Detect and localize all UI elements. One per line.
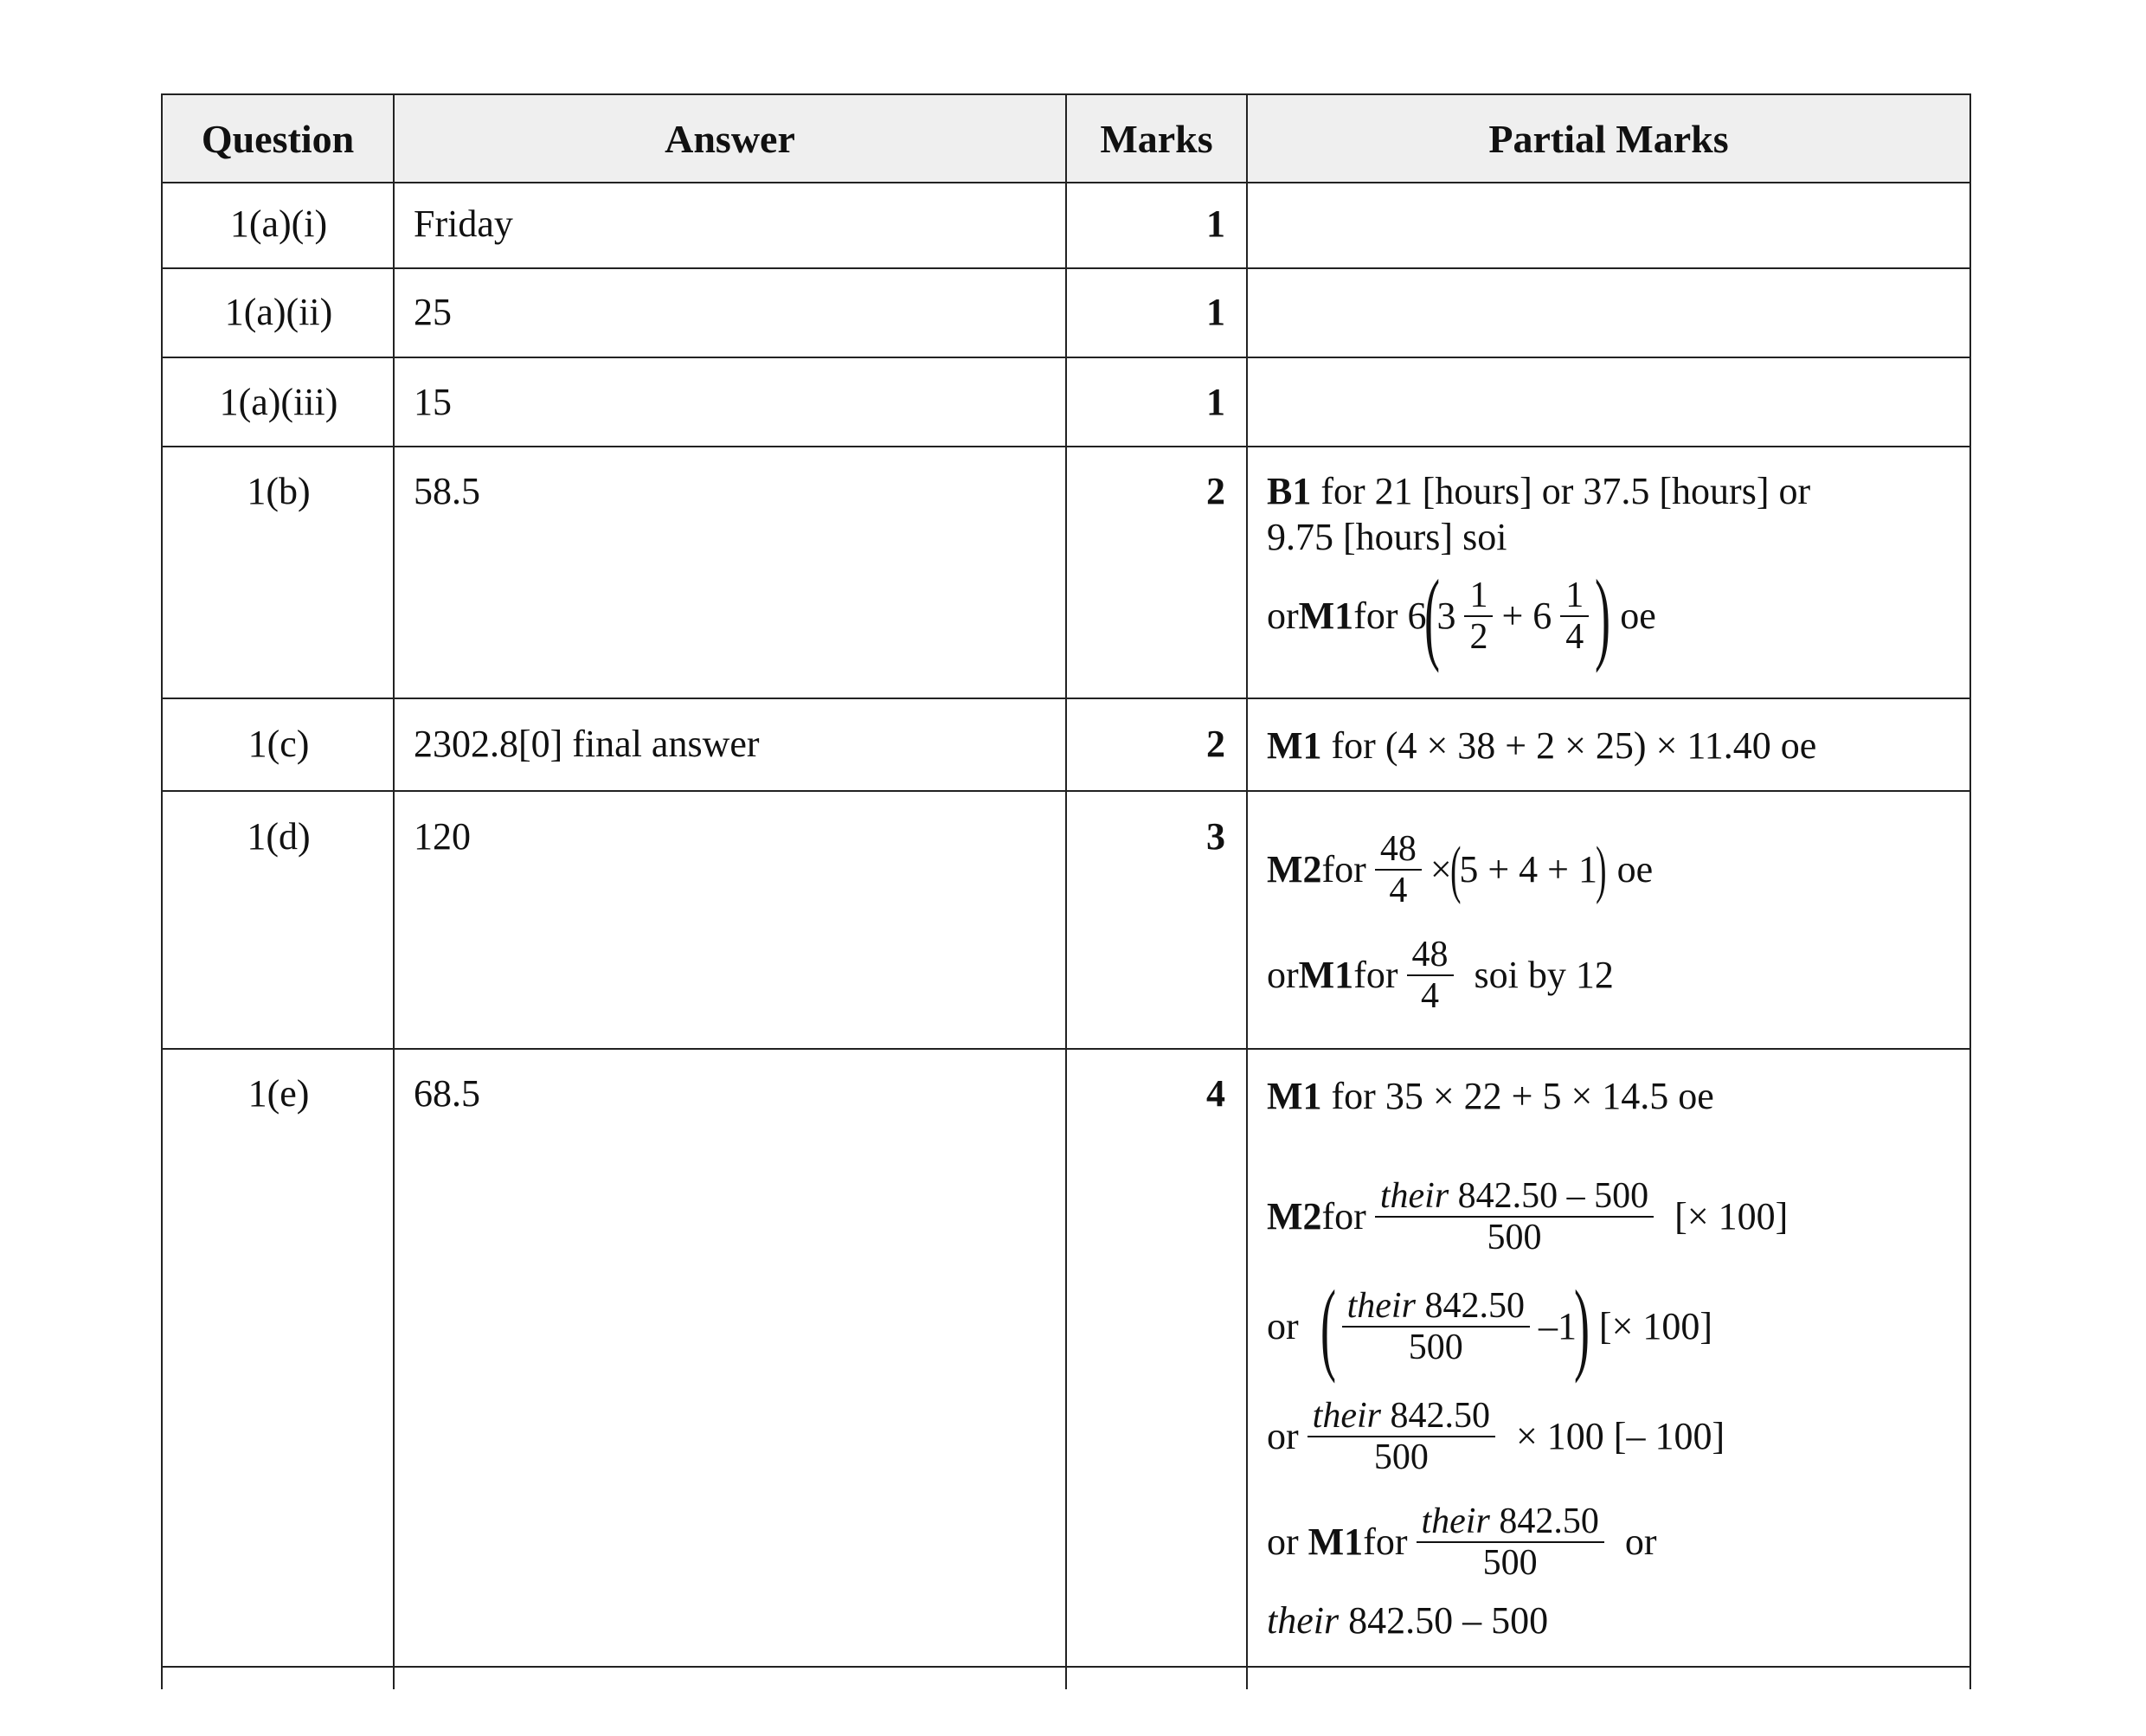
right-paren: ) [1595, 558, 1611, 673]
row-divider [161, 267, 1971, 269]
table-row-answer: 15 [414, 381, 452, 423]
partial-text: [× 100] [1674, 1195, 1789, 1238]
table-row-marks: 4 [1206, 1072, 1225, 1115]
header-answer: Answer [665, 116, 795, 161]
partial-text: for [1321, 848, 1366, 891]
mark-code: M2 [1267, 848, 1322, 891]
header-partial-marks: Partial Marks [1488, 116, 1729, 161]
column-divider-3 [1246, 93, 1248, 1689]
partial-marks-line [1267, 1073, 1714, 1120]
fraction: $\frac{\text{their 842.50 – 500}}{500}$ [1375, 1176, 1654, 1257]
left-paren: ( [1423, 558, 1440, 673]
partial-text: 842.50 – 500 [1339, 1599, 1549, 1642]
mark-code: M1 [1267, 724, 1322, 767]
partial-text: or [1267, 595, 1299, 637]
partial-text: × 100 [– 100] [1515, 1415, 1725, 1457]
partial-marks-line [1267, 468, 1810, 515]
partial-marks-formula [1267, 822, 1653, 917]
fraction: $\frac{\text{their 842.50}}{500}$ [1342, 1286, 1530, 1367]
partial-marks-line [1267, 723, 1816, 769]
fraction: $\frac{\text{their 842.50}}{500}$ [1417, 1501, 1604, 1583]
table-row-question: 1(e) [247, 1072, 310, 1115]
partial-text: oe [1616, 848, 1654, 891]
row-divider [161, 1048, 1971, 1050]
mark-code: M1 [1308, 1521, 1364, 1563]
column-divider-2 [1065, 93, 1067, 1689]
mark-code: M2 [1267, 1195, 1322, 1238]
table-row-answer: 25 [414, 291, 452, 333]
row-divider [161, 698, 1971, 699]
header-question: Question [201, 116, 355, 161]
header-marks: Marks [1100, 116, 1213, 161]
math-term: –1 [1538, 1305, 1577, 1347]
fraction: $\frac{48}{4}$ [1375, 829, 1422, 910]
partial-text: or [1267, 1305, 1299, 1347]
table-row-question: 1(a)(iii) [219, 381, 338, 423]
math-term: 3 [1436, 595, 1456, 637]
right-paren: ) [1573, 1269, 1590, 1384]
partial-text: [× 100] [1598, 1305, 1713, 1347]
table-row-question: 1(c) [247, 723, 310, 765]
table-row-answer: 58.5 [414, 470, 480, 512]
row-divider [161, 790, 1971, 792]
row-divider [161, 357, 1971, 358]
table-border-right [1969, 93, 1971, 1689]
left-paren: ( [1449, 834, 1462, 905]
partial-text: for 35 × 22 + 5 × 14.5 oe [1321, 1075, 1714, 1117]
table-row-question: 1(d) [247, 815, 311, 858]
math-term: × [1430, 848, 1452, 891]
table-row-marks: 1 [1206, 381, 1225, 423]
left-paren: ( [1320, 1269, 1336, 1384]
partial-text: for (4 × 38 + 2 × 25) × 11.40 oe [1321, 724, 1817, 767]
table-row-answer: 2302.8[0] final answer [414, 723, 760, 765]
table-row-question: 1(a)(ii) [224, 291, 333, 333]
partial-marks-formula [1267, 1165, 1788, 1269]
table-row-marks: 2 [1206, 723, 1225, 765]
table-row-question: 1(b) [247, 470, 311, 512]
partial-text: soi by 12 [1474, 954, 1614, 996]
table-row-marks: 1 [1206, 291, 1225, 333]
partial-marks-line [1267, 1598, 1548, 1644]
fraction: $\frac{48}{4}$ [1407, 935, 1454, 1016]
partial-text: for 6 [1353, 595, 1427, 637]
table-row-marks: 3 [1206, 815, 1225, 858]
math-term: 5 + 4 + 1 [1459, 848, 1597, 891]
partial-marks-formula [1267, 1269, 1713, 1384]
partial-text-italic: their [1267, 1599, 1340, 1642]
partial-marks-formula [1267, 1490, 1656, 1594]
mark-code: M1 [1267, 1075, 1322, 1117]
table-row-answer: Friday [414, 203, 513, 245]
partial-text: for [1353, 954, 1398, 996]
fraction: $\frac{1}{2}$ [1464, 575, 1493, 657]
table-row-answer: 120 [414, 815, 471, 858]
partial-text: oe [1620, 595, 1656, 637]
partial-marks-formula [1267, 1385, 1725, 1488]
fraction: $\frac{1}{4}$ [1560, 575, 1589, 657]
row-divider [161, 1666, 1971, 1668]
table-row-marks: 1 [1206, 203, 1225, 245]
partial-text: or [1624, 1521, 1657, 1563]
mark-code: B1 [1267, 470, 1312, 512]
row-divider [161, 446, 1971, 447]
table-row-marks: 2 [1206, 470, 1225, 512]
partial-text: for [1321, 1195, 1366, 1238]
partial-text: or [1267, 1521, 1299, 1563]
partial-text: or [1267, 1415, 1299, 1457]
table-row-question: 1(a)(i) [229, 203, 328, 245]
table-row-answer: 68.5 [414, 1072, 480, 1115]
partial-marks-formula [1267, 558, 1656, 673]
math-term: + 6 [1501, 595, 1552, 637]
mark-code: M1 [1298, 954, 1354, 996]
partial-text: for 21 [hours] or 37.5 [hours] or [1311, 470, 1811, 512]
partial-text: 9.75 [hours] soi [1267, 516, 1507, 558]
fraction: $\frac{\text{their 842.50}}{500}$ [1308, 1396, 1495, 1477]
partial-text: or [1267, 954, 1299, 996]
partial-marks-formula [1267, 928, 1614, 1023]
partial-marks-line [1267, 514, 1507, 561]
right-paren: ) [1596, 834, 1607, 905]
partial-text: for [1363, 1521, 1408, 1563]
mark-code: M1 [1298, 595, 1354, 637]
